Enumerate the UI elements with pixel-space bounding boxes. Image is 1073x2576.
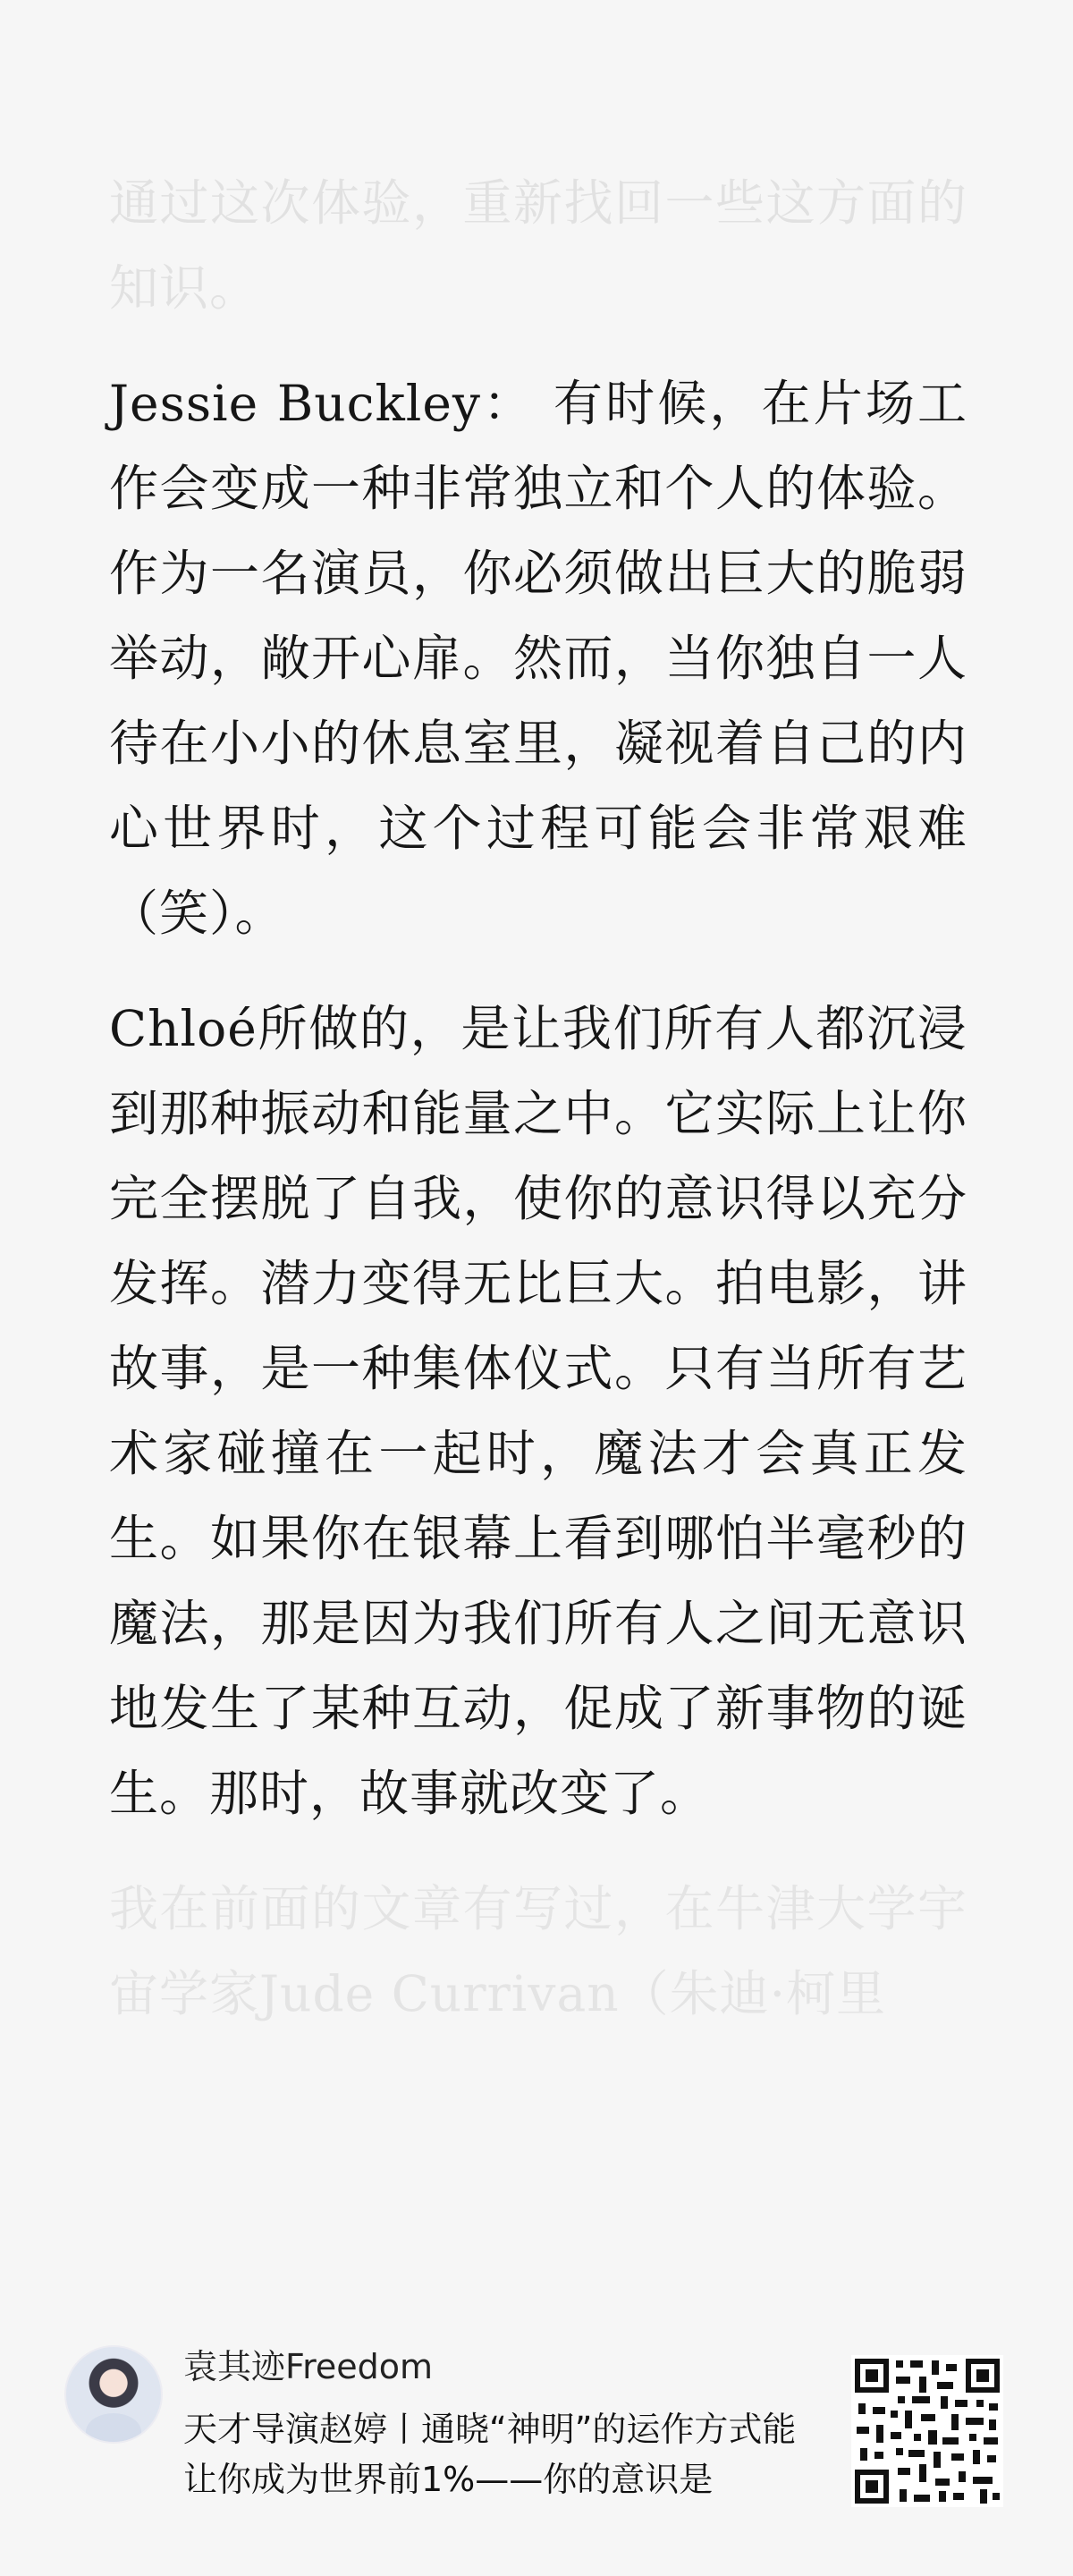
- author-avatar[interactable]: [64, 2345, 163, 2444]
- qr-code-icon[interactable]: [851, 2355, 1003, 2507]
- share-card-footer[interactable]: [0, 2308, 1073, 2576]
- faded-bottom-paragraph: 我在前面的文章有写过，在牛津大学宇宙学家Jude Currivan（朱迪·柯里: [109, 1880, 967, 2022]
- faded-top-paragraph: 通过这次体验，重新找回一些这方面的知识。: [109, 174, 967, 317]
- author-name[interactable]: 袁其迹Freedom: [183, 2347, 434, 2386]
- jessie-buckley-quote: Jessie Buckley： 有时候，在片场工作会变成一种非常独立和个人的体验。作为一名演员，你必须做出巨大的脆弱举动，敞开心扉。然而，当你独自一人待在小小的休息室里，凝视着自己的内心世界时，这个过程可能会非常艰难（笑）。: [109, 375, 967, 942]
- qr-code-svg: [851, 2355, 1003, 2507]
- share-article-title[interactable]: 天才导演赵婷丨通晓“神明”的运作方式能让你成为世界前1%——你的意识是: [183, 2410, 797, 2499]
- bottom-fade-overlay: [0, 2084, 1073, 2317]
- article-body: [109, 161, 967, 2067]
- chloe-paragraph: Chloé所做的，是让我们所有人都沉浸到那种振动和能量之中。它实际上让你完全摆脱了自我，使你的意识得以充分发挥。潜力变得无比巨大。拍电影，讲故事，是一种集体仪式。只有当所有艺术家碰撞在一起时，魔法才会真正发生。如果你在银幕上看到哪怕半毫秒的魔法，那是因为我们所有人之间无意识地发生了某种互动，促成了新事物的诞生。那时，故事就改变了。: [109, 1000, 967, 1822]
